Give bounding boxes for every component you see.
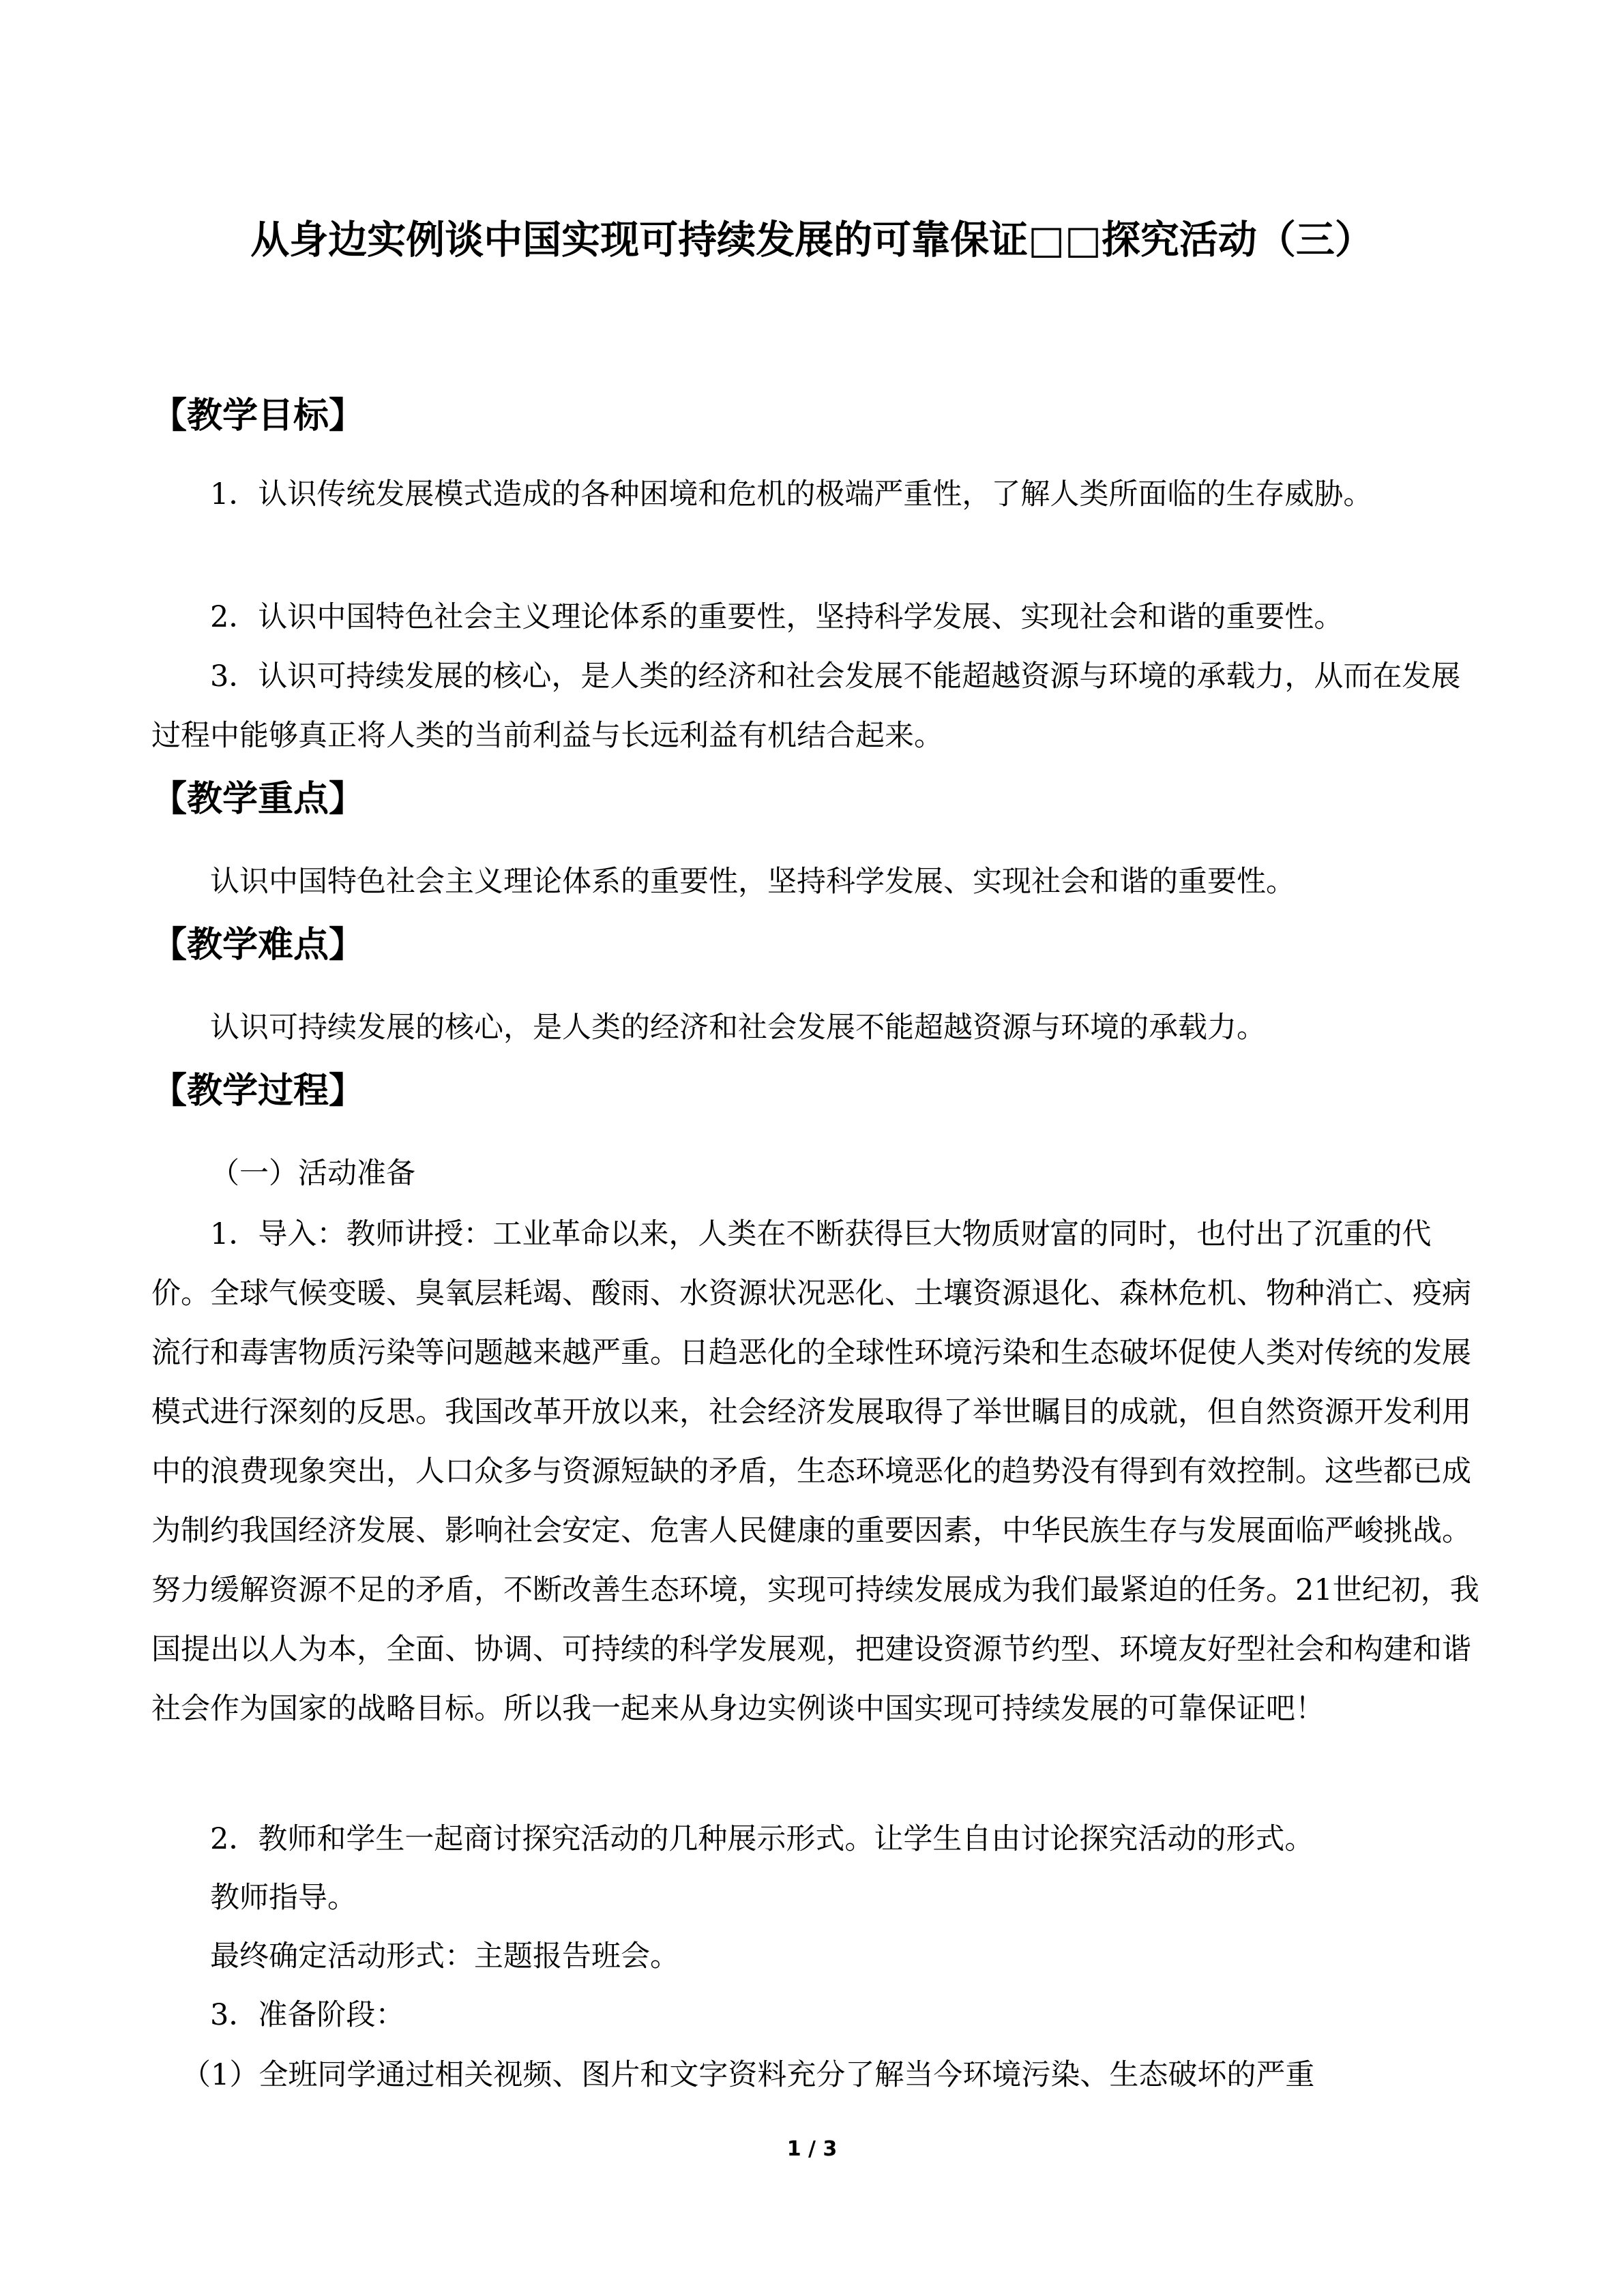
- process-heading: 【教学过程】: [151, 1071, 365, 1112]
- process-step-3: 3．准备阶段：: [210, 1998, 405, 2032]
- difficulties-text: 认识可持续发展的核心，是人类的经济和社会发展不能超越资源与环境的承载力。: [210, 1011, 1266, 1045]
- objectives-heading: 【教学目标】: [151, 396, 365, 436]
- difficulties-heading: 【教学难点】: [151, 925, 365, 966]
- document-title: 从身边实例谈中国实现可持续发展的可靠保证□□探究活动（三）: [250, 218, 1374, 263]
- page-indicator: 1 / 3: [786, 2137, 838, 2161]
- key-points-heading: 【教学重点】: [151, 779, 365, 820]
- process-step-3-item-1: （1）全班同学通过相关视频、图片和文字资料充分了解当今环境污染、生态破坏的严重: [181, 2058, 1315, 2092]
- teacher-guide-line: 教师指导。: [210, 1881, 357, 1915]
- process-subheading: （一）活动准备: [210, 1157, 415, 1191]
- process-step-2: 2．教师和学生一起商讨探究活动的几种展示形式。让学生自由讨论探究活动的形式。: [210, 1822, 1314, 1856]
- objective-item-1: 1．认识传统发展模式造成的各种困境和危机的极端严重性，了解人类所面临的生存威胁。: [210, 477, 1373, 511]
- objective-item-3: 3．认识可持续发展的核心，是人类的经济和社会发展不能超越资源与环境的承载力，从而在发展过程中能够真正将人类的当前利益与长远利益有机结合起来。: [151, 659, 1461, 753]
- final-form-line: 最终确定活动形式：主题报告班会。: [210, 1939, 679, 1973]
- process-intro-paragraph: 1．导入：教师讲授：工业革命以来，人类在不断获得巨大物质财富的同时，也付出了沉重的代价。全球气候变暖、臭氧层耗竭、酸雨、水资源状况恶化、土壤资源退化、森林危机、物种消亡、疫病流行和毒害物质污染等问题越来越严重。日趋恶化的全球性环境污染和生态破坏促使人类对传统的发展模式进行深刻的反思。我国改革开放以来，社会经济发展取得了举世瞩目的成就，但自然资源开发利用中的浪费现象突出，人口众多与资源短缺的矛盾，生态环境恶化的趋势没有得到有效控制。这些都已成为制约我国经济发展、影响社会安定、危害人民健康的重要因素，中华民族生存与发展面临严峻挑战。努力缓解资源不足的矛盾，不断改善生态环境，实现可持续发展成为我们最紧迫的任务。21世纪初，我国提出以人为本，全面、协调、可持续的科学发展观，把建设资源节约型、环境友好型社会和构建和谐社会作为国家的战略目标。所以我一起来从身边实例谈中国实现可持续发展的可靠保证吧！: [151, 1217, 1479, 1726]
- objective-item-2: 2．认识中国特色社会主义理论体系的重要性，坚持科学发展、实现社会和谐的重要性。: [210, 600, 1344, 634]
- key-points-text: 认识中国特色社会主义理论体系的重要性，坚持科学发展、实现社会和谐的重要性。: [210, 865, 1295, 899]
